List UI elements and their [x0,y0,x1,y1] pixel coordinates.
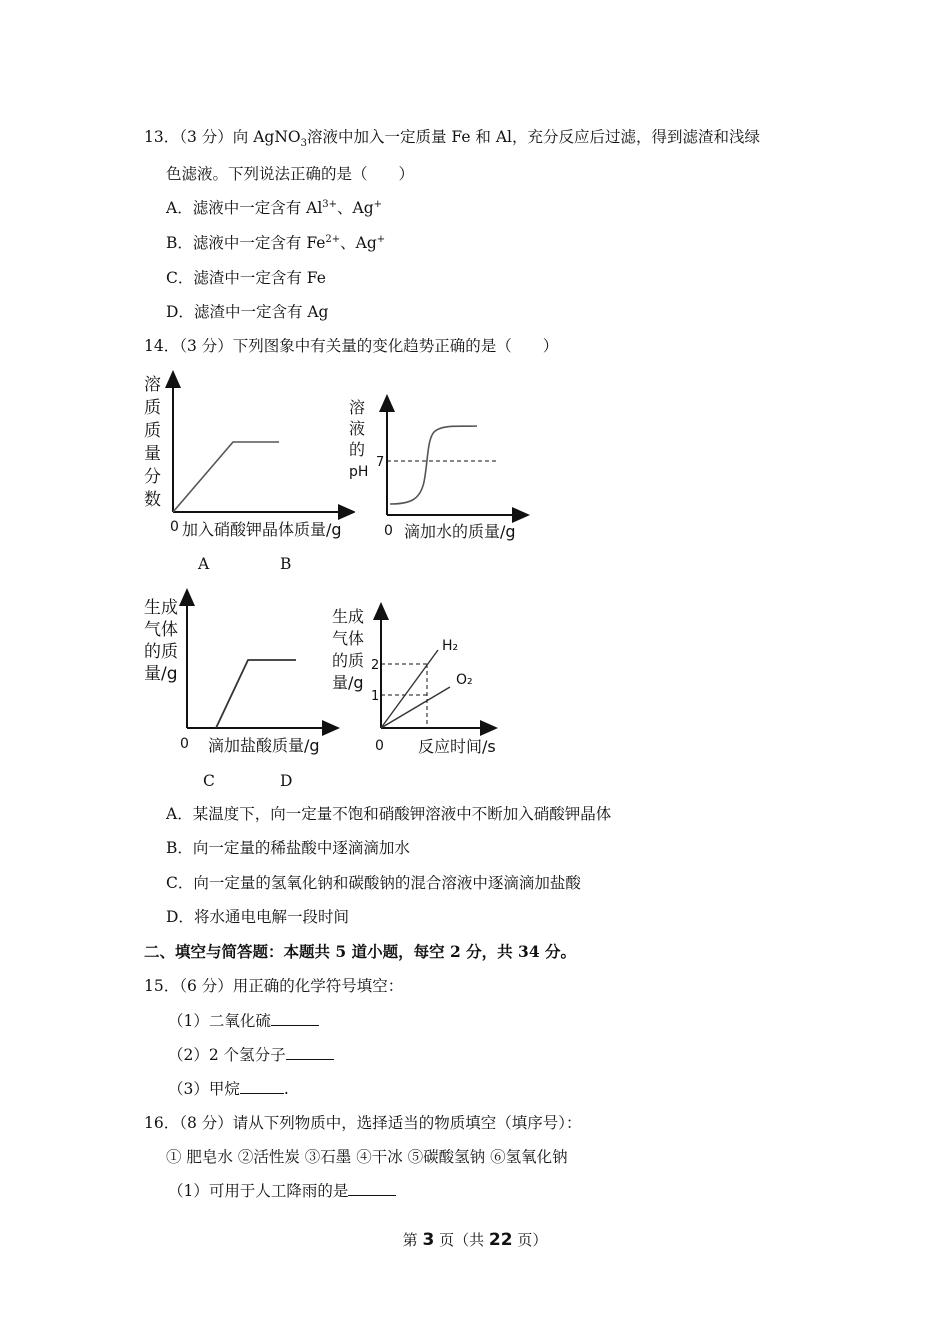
q13-stem-sub: 3 [300,138,307,150]
graph-a-origin: 0 [170,519,179,535]
graph-c-ylabel-3: 的质 [144,642,178,662]
q15-item-2 [168,1045,334,1065]
q13-option-a-sup2: + [373,198,383,210]
q14-number: 14． [144,337,180,355]
q14-option-d [166,907,349,927]
q13-option-b-sup2: + [376,233,386,245]
graph-c [140,588,340,760]
graph-d [328,598,528,760]
graph-a-ylabel-4: 量 [144,444,161,464]
q13-option-b-mid: 、Ag [340,234,377,252]
q14-stem [144,336,558,356]
q13-stem-b: 溶液中加入一定质量 Fe 和 Al，充分反应后过滤，得到滤渣和浅绿 [306,128,760,146]
q13-stem-cont: 色滤液。下列说法正确的是（ ） [166,165,415,183]
section-2-title: 二、填空与简答题：本题共 5 道小题，每空 2 分，共 34 分。 [144,942,577,961]
graph-b-ylabel-3: 的 [349,440,366,459]
q14-option-c-label: C． [166,874,194,892]
q13-option-d-text: 滤渣中一定含有 Ag [193,303,329,321]
graph-a-curve [173,442,279,512]
graph-c-ylabel-1: 生成 [144,598,178,618]
q16-stem-text: 请从下列物质中，选择适当的物质填空（填序号）： [232,1114,582,1132]
q15-item-3-text: 甲烷 [208,1080,240,1098]
graph-b [342,392,532,544]
graph-a-caption: A [198,555,210,573]
q14-option-c [166,873,581,893]
graph-b-ylabel-1: 溶 [349,398,366,417]
q16-stem [144,1113,582,1133]
q15-item-3-blank[interactable] [240,1079,284,1094]
q15-item-2-blank[interactable] [286,1045,334,1060]
graph-c-caption: C [203,772,215,790]
q13-option-c [166,268,326,288]
q15-item-3-end: . [283,1080,289,1098]
q13-score: （3 分） [179,128,233,146]
graph-d-h2-line [381,650,438,728]
q16-choices: ① 肥皂水 ②活性炭 ③石墨 ④干冰 ⑤碳酸氢钠 ⑥氢氧化钠 [166,1148,568,1166]
graph-a-ylabel-1: 溶 [144,375,161,395]
q14-option-a-text: 某温度下，向一定量不饱和硝酸钾溶液中不断加入硝酸钾晶体 [192,805,612,823]
graph-c-ylabel-2: 气体 [144,620,178,640]
q15-number: 15． [144,977,180,995]
q15-item-2-text: 2 个氢分子 [208,1046,286,1064]
footer-mid: 页（共 [439,1231,485,1249]
graph-d-ylabel-3: 的质 [332,651,365,670]
q15-item-1-blank[interactable] [271,1011,319,1026]
q16-item-1 [168,1181,396,1201]
graph-d-h2-label: H₂ [442,638,459,654]
q16-number: 16． [144,1114,180,1132]
graph-b-caption: B [280,555,292,573]
q16-item-1-text: 可用于人工降雨的是 [208,1182,349,1200]
q13-option-c-text: 滤渣中一定含有 Fe [193,269,326,287]
q14-option-a-label: A． [166,805,193,823]
graph-d-o2-label: O₂ [456,672,473,688]
graph-c-ylabel-4: 量/g [144,664,178,684]
q13-stem-a: 向 AgNO [232,128,301,146]
graph-b-origin: 0 [384,523,393,539]
q14-option-b [166,838,410,858]
q14-option-d-label: D． [166,908,194,926]
q13-option-d [166,302,328,322]
q13-number: 13． [144,128,180,146]
graph-d-o2-line [381,687,450,728]
q13-option-b-label: B． [166,234,193,252]
graph-d-xlabel: 反应时间/s [418,737,496,756]
graph-a-ylabel-3: 质 [144,421,161,441]
q13-stem [144,127,760,150]
graph-a [140,370,355,542]
q13-option-a-label: A． [166,199,193,217]
q15-item-3 [168,1079,289,1099]
graph-d-tick-2: 2 [371,658,380,673]
graph-d-tick-1: 1 [371,689,380,704]
q14-option-d-text: 将水通电电解一段时间 [193,908,349,926]
footer-post: 页） [517,1231,548,1249]
graph-b-tick-7: 7 [376,455,385,470]
graph-d-ylabel-1: 生成 [332,607,365,626]
graph-c-curve [216,660,296,728]
q14-option-a [166,804,611,824]
q15-item-2-label: （2） [168,1046,209,1064]
q13-option-b-sup1: 2+ [325,233,341,245]
q13-option-a-mid: 、Ag [337,199,374,217]
q13-option-a-text: 滤液中一定含有 Al [192,199,323,217]
graph-a-ylabel-6: 数 [144,490,161,510]
q13-option-a [166,198,382,218]
q15-score: （6 分） [179,977,233,995]
graph-d-ylabel-2: 气体 [332,629,365,648]
graph-b-xlabel: 滴加水的质量/g [404,522,516,541]
q14-option-c-text: 向一定量的氢氧化钠和碳酸钠的混合溶液中逐滴滴加盐酸 [193,874,581,892]
graph-a-ylabel-5: 分 [144,467,161,487]
graph-a-ylabel-2: 质 [144,398,161,418]
q15-item-1-text: 二氧化硫 [208,1012,271,1030]
graph-d-ylabel-4: 量/g [332,673,364,692]
q13-option-b-text: 滤液中一定含有 Fe [192,234,326,252]
q13-option-b [166,233,385,253]
graph-c-origin: 0 [180,736,189,752]
q15-stem [144,976,403,996]
graph-b-ylabel-2: 液 [349,419,366,438]
q16-item-1-blank[interactable] [348,1181,396,1196]
q16-score: （8 分） [179,1114,233,1132]
q14-option-b-label: B． [166,839,193,857]
q14-score: （3 分） [179,337,233,355]
footer-total-pages: 22 [488,1230,513,1250]
q14-stem-text: 下列图象中有关量的变化趋势正确的是（ ） [232,337,559,355]
q13-option-c-label: C． [166,269,194,287]
q15-item-3-label: （3） [168,1080,209,1098]
q15-item-1 [168,1011,319,1031]
q15-stem-text: 用正确的化学符号填空： [232,977,404,995]
graph-d-origin: 0 [375,738,384,754]
graph-b-ylabel-4: pH [349,464,369,480]
graph-c-xlabel: 滴加盐酸质量/g [208,736,320,755]
page-footer [0,1229,950,1250]
graph-d-caption: D [280,772,293,790]
q14-option-b-text: 向一定量的稀盐酸中逐滴滴加水 [192,839,410,857]
q16-item-1-label: （1） [168,1182,209,1200]
footer-pre: 第 [402,1231,418,1249]
graph-a-xlabel: 加入硝酸钾晶体质量/g [182,520,342,539]
q13-option-d-label: D． [166,303,194,321]
q15-item-1-label: （1） [168,1012,209,1030]
footer-page-number: 3 [422,1230,435,1250]
q13-option-a-sup1: 3+ [322,198,338,210]
graph-b-curve [390,426,477,504]
